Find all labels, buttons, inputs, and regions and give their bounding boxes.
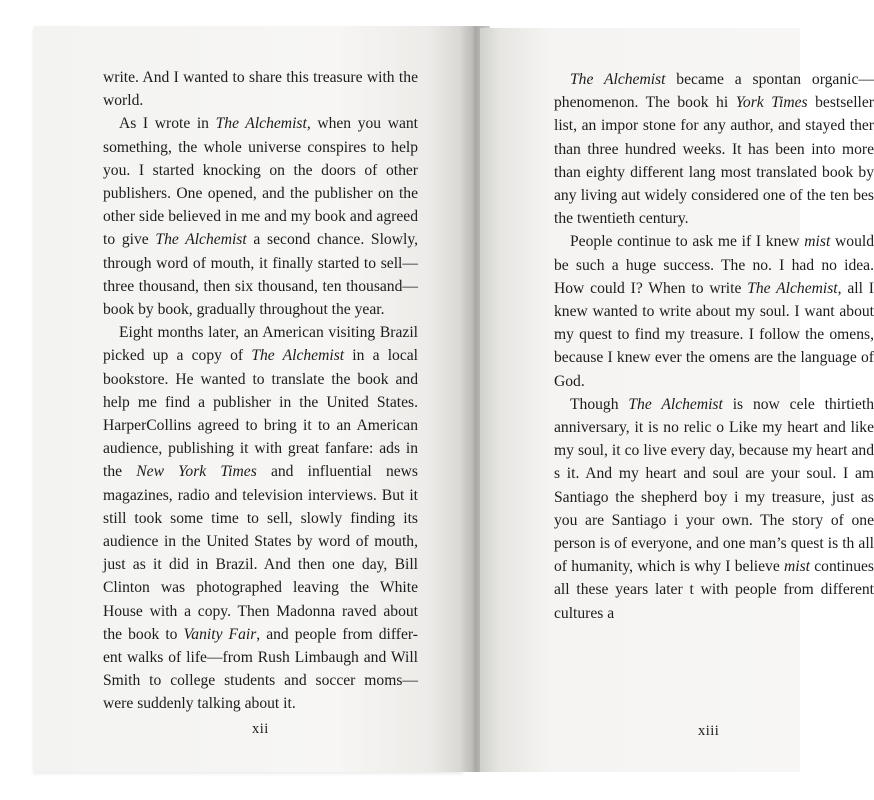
text-run: than three hundred weeks. It has been: [554, 140, 805, 158]
text-run: thirtieth anniversary, it is no relic o: [554, 395, 874, 437]
text-run: , all I knew: [554, 279, 874, 321]
text-run: with people from different cultures a: [554, 581, 874, 622]
text-run: live every day, because my heart and s: [554, 442, 874, 483]
text-run: into more than eighty different lang: [554, 140, 874, 181]
right-page-text: [554, 68, 874, 625]
text-run: a second chance. Slowly, through word of mouth, it finally started to sell—three thousand, then six thousand, ten thousand—book by book, gradually throughout the year.: [103, 231, 418, 319]
text-run: is now cele: [722, 395, 815, 413]
text-run: your own. The story of one person is: [554, 511, 874, 553]
text-run: continues all these years later t: [554, 558, 874, 599]
text-run: widely considered one of the ten bes: [640, 187, 874, 205]
text-run: in a local bookstore. He wanted to translate the book and help me find a publisher in the United States. HarperCollins agreed to bring it to an American audience, publishing it with great fanfare: ads in the: [103, 347, 419, 481]
italic-text: The Alchemist: [628, 395, 723, 413]
italic-text: The Alchemist: [570, 71, 666, 88]
text-run: As I wrote in: [119, 115, 216, 133]
left-page: [34, 26, 464, 772]
text-run: bestseller list, an impor: [554, 94, 874, 135]
text-run: , when you want something, the whole universe conspires to help you. I started knocking on the doors of other publishers. One opened, and the publisher on the other side believed in me and my book and agreed to give: [103, 115, 419, 249]
text-run: it. And my heart and soul are your: [560, 465, 800, 483]
paragraph: [554, 393, 874, 625]
italic-text: York Times: [728, 94, 808, 112]
text-run: to write: [685, 279, 748, 297]
right-page: [480, 28, 874, 772]
left-page-text: [103, 66, 418, 716]
paragraph: [103, 66, 418, 112]
italic-text: Vanity Fair: [183, 625, 257, 643]
paragraph: [554, 230, 874, 392]
text-run: stone for any author, and stayed ther: [638, 117, 874, 135]
text-run: became a spontan: [665, 71, 802, 88]
text-run: and influential news magazines, radio and television interviews. But it still took some time to sell, slowly finding its audience in the United States by word of mouth, just as it did in Brazil. And then one day, Bill Clinton was photographed leaving the White House with a copy. Then Madonna raved about the book to: [103, 463, 418, 643]
text-run: most translated book by any living aut: [554, 163, 874, 205]
italic-text: The Alchemist: [215, 115, 307, 133]
text-run: organic—phenomenon. The book hi: [554, 71, 874, 112]
right-page-number: xiii: [698, 723, 720, 739]
text-run: write. And I wanted to share this treasure with the world.: [103, 69, 418, 110]
text-run: no. I had no idea. How could I? When: [554, 256, 874, 297]
text-run: follow the omens, because I knew ever: [554, 326, 874, 367]
italic-text: The Alchemist: [251, 347, 345, 365]
paragraph: [554, 68, 874, 230]
text-run: Eight months later, an American visiting Brazil picked up a copy of: [103, 324, 418, 365]
text-run: Though: [570, 395, 629, 413]
italic-text: The Alchemist: [747, 279, 838, 297]
text-run: would be such a huge success. The: [554, 233, 874, 274]
text-run: my treasure, just as you are Santiago i: [554, 488, 874, 529]
italic-text: mist: [779, 558, 810, 576]
text-run: Like my heart and like my soul, it co: [554, 419, 874, 460]
left-page-number: xii: [252, 721, 269, 737]
paragraph: [103, 112, 418, 321]
text-run: the twentieth century.: [554, 210, 689, 228]
text-run: about my quest to find my treasure. I: [554, 303, 874, 344]
text-run: of everyone, and one man’s quest is th: [610, 535, 855, 553]
text-run: wanted to write about my soul. I want: [587, 303, 835, 321]
italic-text: The Alchemist: [155, 231, 247, 249]
text-run: soul. I am Santiago the shepherd boy i: [554, 465, 874, 506]
text-run: the omens are the language of God.: [554, 349, 874, 390]
italic-text: mist: [799, 233, 831, 251]
text-run: , and people from differ- ent walks of life—from Rush Limbaugh and Will Smith to college students and soccer moms—were suddenly talking about it.: [103, 625, 418, 713]
text-run: People continue to ask me if I knew: [570, 233, 800, 251]
italic-text: New York Times: [136, 463, 257, 481]
text-run: all of humanity, which is why I believe: [554, 535, 874, 576]
paragraph: [103, 321, 418, 715]
